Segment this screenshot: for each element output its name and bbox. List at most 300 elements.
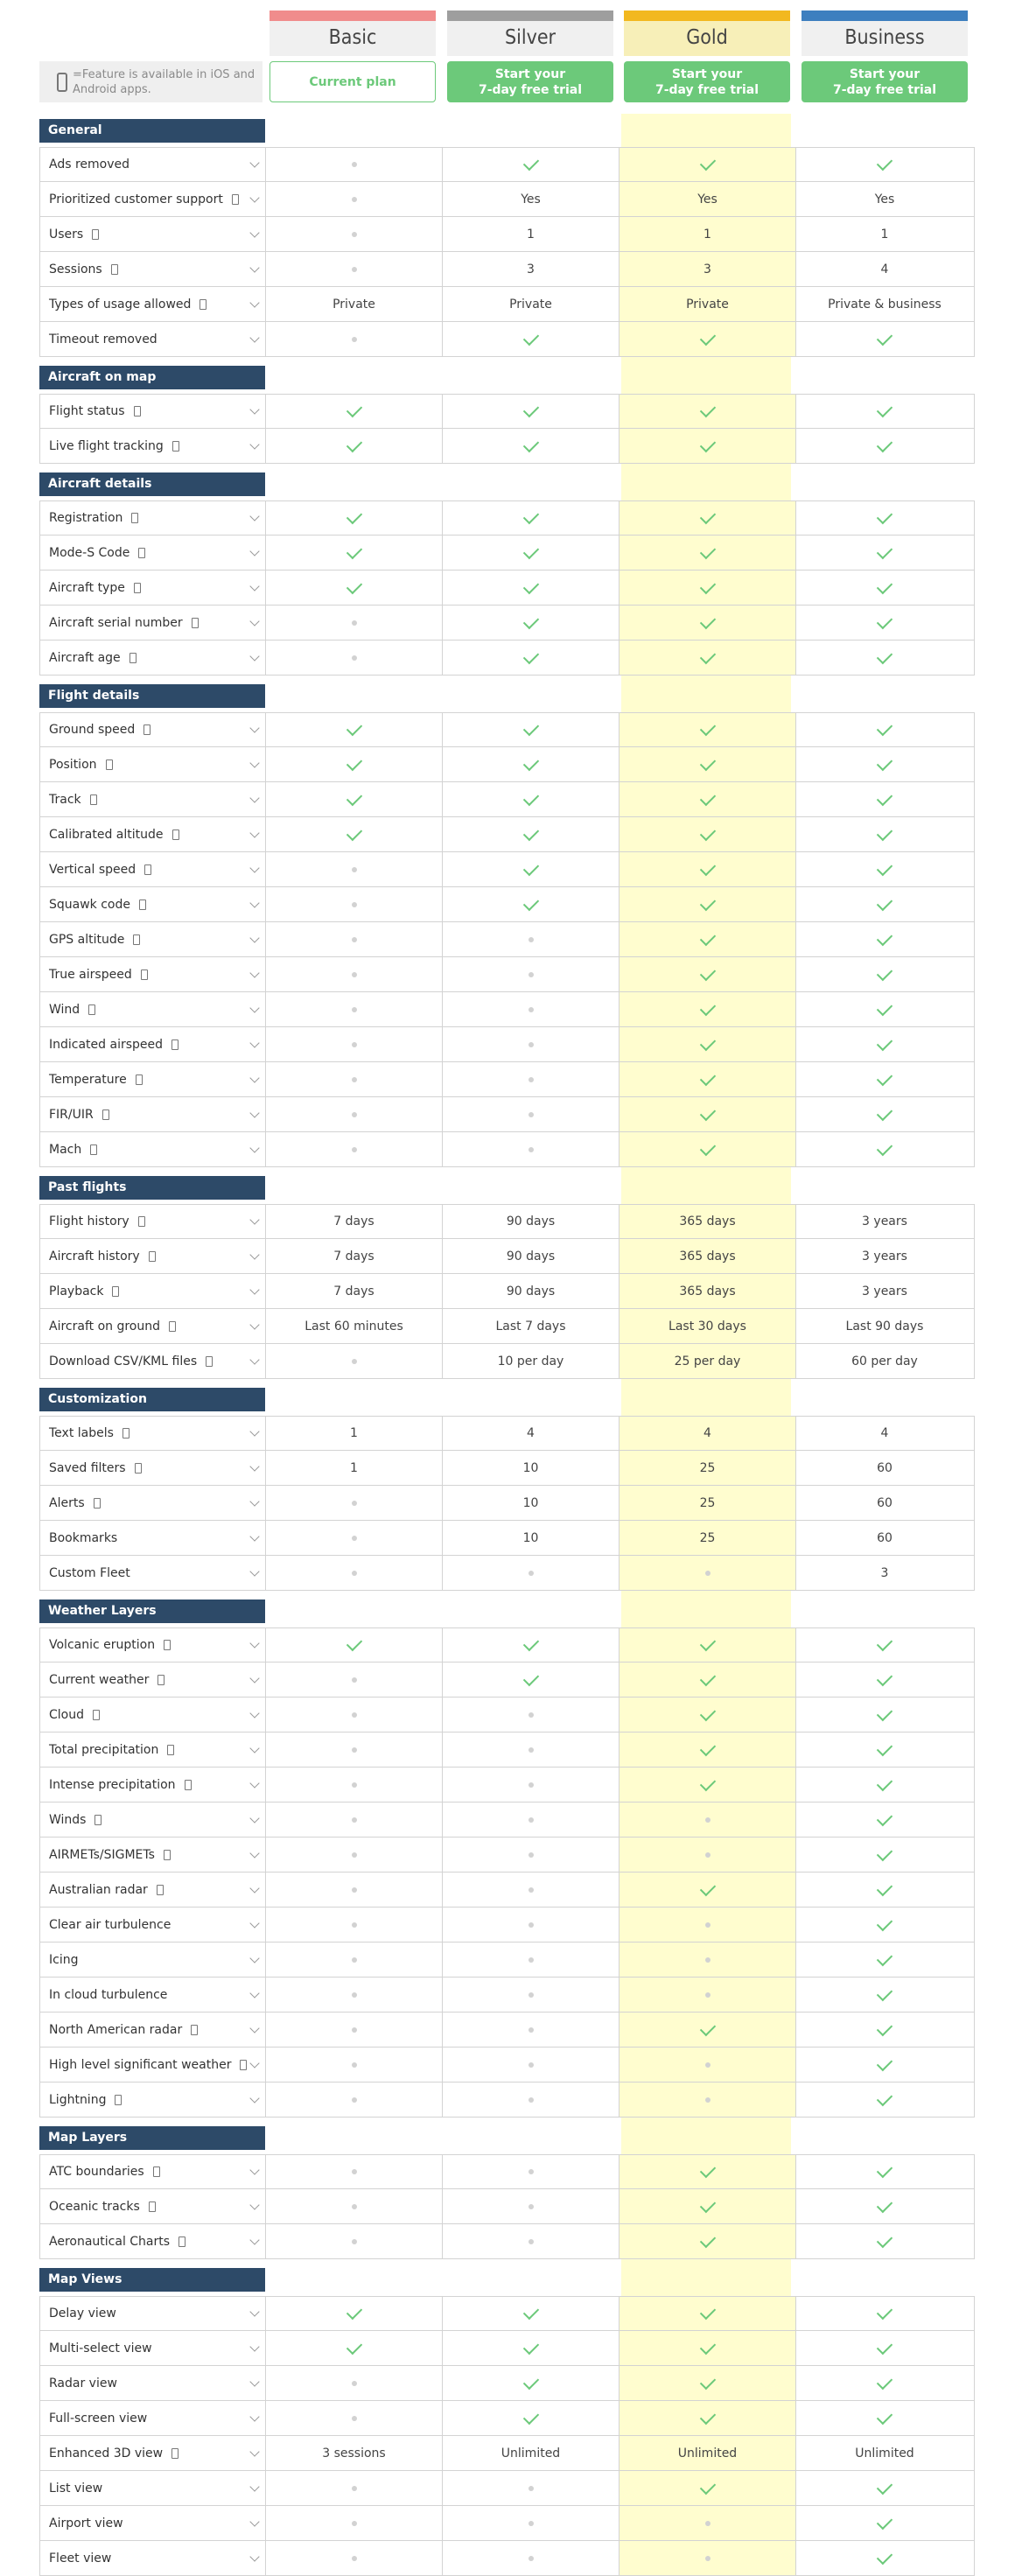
plan-value-basic: [266, 2331, 443, 2365]
mobile-icon: [94, 1815, 102, 1825]
check-icon: [522, 648, 538, 663]
feature-name-toggle[interactable]: [40, 570, 266, 605]
chevron-down-icon[interactable]: [249, 616, 259, 626]
chevron-down-icon[interactable]: [249, 192, 259, 202]
chevron-down-icon[interactable]: [249, 793, 259, 802]
check-icon: [877, 155, 892, 171]
mobile-icon: [178, 2236, 186, 2247]
feature-name-toggle[interactable]: [40, 1205, 266, 1238]
feature-name-toggle[interactable]: [40, 1942, 266, 1977]
chevron-down-icon[interactable]: [249, 262, 259, 272]
plan-value-business: [796, 747, 973, 781]
feature-name-toggle[interactable]: [40, 1486, 266, 1520]
chevron-down-icon[interactable]: [249, 1073, 259, 1082]
not-included-dot-icon: [528, 1712, 534, 1718]
feature-name-toggle[interactable]: [40, 1978, 266, 2012]
plan-value-gold: [620, 640, 796, 675]
feature-name-toggle[interactable]: [40, 536, 266, 570]
plan-value-gold: [620, 1132, 796, 1166]
feature-name-toggle[interactable]: [40, 922, 266, 956]
feature-row: [39, 887, 975, 922]
mobile-icon: [157, 1885, 164, 1895]
feature-name-toggle[interactable]: [40, 782, 266, 816]
check-icon: [877, 1950, 892, 1965]
check-icon: [699, 754, 715, 770]
plan-value-business: [796, 922, 973, 956]
chevron-down-icon[interactable]: [249, 968, 259, 977]
not-included-dot-icon: [528, 1922, 534, 1928]
feature-row: [39, 1309, 975, 1344]
check-icon: [877, 1740, 892, 1755]
chevron-down-icon[interactable]: [249, 1813, 259, 1823]
not-included-dot-icon: [352, 162, 357, 167]
feature-row: [39, 640, 975, 676]
check-icon: [699, 2162, 715, 2178]
chevron-down-icon[interactable]: [249, 2342, 259, 2351]
feature-row: [39, 1908, 975, 1942]
feature-name-toggle[interactable]: [40, 501, 266, 535]
feature-row: [39, 1062, 975, 1097]
chevron-down-icon[interactable]: [249, 404, 259, 414]
check-icon: [877, 754, 892, 770]
feature-name-toggle[interactable]: [40, 322, 266, 356]
feature-name-toggle[interactable]: [40, 1274, 266, 1308]
chevron-down-icon[interactable]: [249, 1214, 259, 1224]
plan-value-basic: [266, 852, 443, 886]
chevron-down-icon[interactable]: [249, 581, 259, 591]
chevron-down-icon[interactable]: [249, 228, 259, 237]
feature-name-toggle[interactable]: [40, 1417, 266, 1450]
feature-label: Wind: [49, 1002, 80, 1017]
plan-name: Gold: [686, 26, 728, 49]
feature-name-toggle[interactable]: [40, 1908, 266, 1942]
feature-name-toggle[interactable]: [40, 1451, 266, 1485]
feature-name-toggle[interactable]: [40, 852, 266, 886]
plan-value-text: 10: [522, 1495, 539, 1510]
chevron-down-icon[interactable]: [249, 1778, 259, 1788]
feature-name-toggle[interactable]: [40, 2297, 266, 2330]
plan-value-business: [796, 992, 973, 1026]
mobile-icon: [136, 1074, 143, 1085]
feature-label: High level significant weather: [49, 2057, 232, 2072]
plan-value-text: 25: [699, 1530, 716, 1545]
chevron-down-icon[interactable]: [249, 2306, 259, 2316]
chevron-down-icon[interactable]: [249, 933, 259, 942]
feature-label: Mach: [49, 1142, 82, 1157]
plan-value-business: [796, 2471, 973, 2505]
check-icon: [877, 1880, 892, 1895]
check-icon: [699, 859, 715, 875]
feature-name-toggle[interactable]: [40, 1872, 266, 1907]
plan-value-text: Last 90 days: [845, 1319, 924, 1334]
not-included-dot-icon: [528, 1042, 534, 1047]
plan-value-gold: [620, 1274, 796, 1308]
chevron-down-icon[interactable]: [249, 758, 259, 767]
check-icon: [699, 1635, 715, 1651]
plan-value-business: [796, 501, 973, 535]
plan-value-basic: [266, 2189, 443, 2223]
plan-value-text: 4: [880, 1426, 889, 1440]
chevron-down-icon[interactable]: [249, 1496, 259, 1506]
plan-value-silver: [443, 713, 620, 746]
plan-value-basic: [266, 1978, 443, 2012]
plan-value-silver: [443, 1662, 620, 1697]
chevron-down-icon[interactable]: [249, 2200, 259, 2209]
chevron-down-icon[interactable]: [249, 2552, 259, 2561]
chevron-down-icon[interactable]: [249, 1708, 259, 1718]
feature-name-toggle[interactable]: [40, 1556, 266, 1590]
plan-value-basic: [266, 1698, 443, 1732]
check-icon: [522, 894, 538, 910]
start-trial-button-business[interactable]: [802, 61, 968, 102]
feature-label: Registration: [49, 511, 123, 525]
start-trial-button-gold[interactable]: [624, 61, 790, 102]
plan-value-silver: [443, 322, 620, 356]
feature-name-toggle[interactable]: [40, 1239, 266, 1273]
feature-name-toggle[interactable]: [40, 2155, 266, 2188]
plan-value-basic: [266, 501, 443, 535]
chevron-down-icon[interactable]: [249, 1354, 259, 1364]
plan-value-basic: [266, 1732, 443, 1767]
feature-name-toggle[interactable]: [40, 2048, 266, 2082]
feature-row: [39, 1662, 975, 1698]
chevron-down-icon[interactable]: [249, 1284, 259, 1294]
feature-name-toggle[interactable]: [40, 1698, 266, 1732]
chevron-down-icon[interactable]: [249, 439, 259, 449]
feature-name-toggle[interactable]: [40, 217, 266, 251]
plan-value-business: [796, 1205, 973, 1238]
chevron-down-icon[interactable]: [249, 158, 259, 167]
feature-name-toggle[interactable]: [40, 2224, 266, 2258]
not-included-dot-icon: [352, 1571, 357, 1576]
feature-name-toggle[interactable]: [40, 817, 266, 851]
feature-row: [39, 1274, 975, 1309]
feature-name-toggle[interactable]: [40, 2471, 266, 2505]
plan-value-business: [796, 2048, 973, 2082]
feature-name-toggle[interactable]: [40, 1027, 266, 1061]
chevron-down-icon[interactable]: [249, 1883, 259, 1893]
plan-value-basic: [266, 992, 443, 1026]
feature-name-toggle[interactable]: [40, 887, 266, 921]
not-included-dot-icon: [705, 1922, 710, 1928]
check-icon: [699, 1069, 715, 1085]
feature-name-toggle[interactable]: [40, 1768, 266, 1802]
plan-name: Basic: [328, 26, 377, 49]
feature-name-toggle[interactable]: [40, 1344, 266, 1378]
feature-label: Oceanic tracks: [49, 2199, 140, 2214]
chevron-down-icon[interactable]: [249, 1143, 259, 1152]
check-icon: [699, 1704, 715, 1720]
feature-label: Track: [49, 792, 81, 807]
feature-name-toggle[interactable]: [40, 2506, 266, 2540]
feature-name-toggle[interactable]: [40, 747, 266, 781]
plan-value-business: [796, 1768, 973, 1802]
plan-value-gold: [620, 606, 796, 640]
plan-value-basic: [266, 1417, 443, 1450]
feature-name-toggle[interactable]: [40, 2331, 266, 2365]
feature-name-toggle[interactable]: [40, 1132, 266, 1166]
plan-value-text: 25: [699, 1495, 716, 1510]
chevron-down-icon[interactable]: [249, 1638, 259, 1648]
current-plan-button[interactable]: [270, 61, 436, 102]
feature-name-toggle[interactable]: [40, 287, 266, 321]
plan-value-business: [796, 1732, 973, 1767]
feature-name-toggle[interactable]: [40, 1309, 266, 1343]
plan-value-silver: [443, 2155, 620, 2188]
plan-value-gold: [620, 2012, 796, 2047]
feature-name-toggle[interactable]: [40, 992, 266, 1026]
plan-value-silver: [443, 922, 620, 956]
chevron-down-icon[interactable]: [249, 2093, 259, 2103]
feature-label: Types of usage allowed: [49, 297, 192, 312]
feature-label: Users: [49, 227, 84, 242]
plan-name: Silver: [504, 26, 556, 49]
feature-row: [39, 217, 975, 252]
feature-label: Ground speed: [49, 723, 136, 737]
feature-name-toggle[interactable]: [40, 2541, 266, 2575]
check-icon: [877, 859, 892, 875]
plan-value-business: [796, 1417, 973, 1450]
check-icon: [877, 2408, 892, 2424]
chevron-down-icon[interactable]: [249, 511, 259, 521]
chevron-down-icon[interactable]: [249, 298, 259, 307]
plan-value-text: Unlimited: [500, 2446, 561, 2460]
plan-value-silver: [443, 2331, 620, 2365]
check-icon: [877, 578, 892, 593]
plan-value-text: 1: [880, 227, 889, 242]
chevron-down-icon[interactable]: [249, 828, 259, 837]
chevron-down-icon[interactable]: [249, 2023, 259, 2033]
feature-name-toggle[interactable]: [40, 148, 266, 181]
plan-value-text: 7 days: [333, 1249, 374, 1264]
plan-value-gold: [620, 182, 796, 216]
check-icon: [699, 612, 715, 628]
check-icon: [346, 720, 361, 736]
chevron-down-icon[interactable]: [249, 2516, 259, 2526]
not-included-dot-icon: [705, 2556, 710, 2561]
chevron-down-icon[interactable]: [249, 1743, 259, 1753]
check-icon: [699, 2304, 715, 2320]
plan-value-gold: [620, 570, 796, 605]
plan-value-silver: [443, 1768, 620, 1802]
chevron-down-icon[interactable]: [249, 546, 259, 556]
feature-name-toggle[interactable]: [40, 2189, 266, 2223]
check-icon: [346, 508, 361, 524]
plan-value-gold: [620, 2541, 796, 2575]
chevron-down-icon[interactable]: [249, 2446, 259, 2456]
plan-value-gold: [620, 992, 796, 1026]
plan-value-basic: [266, 1838, 443, 1872]
check-icon: [699, 155, 715, 171]
chevron-down-icon[interactable]: [249, 2376, 259, 2386]
feature-name-toggle[interactable]: [40, 2082, 266, 2117]
chevron-down-icon[interactable]: [249, 1531, 259, 1541]
check-icon: [346, 578, 361, 593]
chevron-down-icon[interactable]: [249, 2235, 259, 2244]
not-included-dot-icon: [705, 2521, 710, 2526]
section-header: Map Views: [39, 2268, 265, 2292]
feature-name-toggle[interactable]: [40, 1732, 266, 1767]
chevron-down-icon[interactable]: [249, 1918, 259, 1928]
plan-value-text: Unlimited: [677, 2446, 738, 2460]
chevron-down-icon[interactable]: [249, 1426, 259, 1436]
feature-name-toggle[interactable]: [40, 182, 266, 216]
not-included-dot-icon: [528, 1747, 534, 1753]
plan-value-text: 90 days: [506, 1284, 556, 1298]
mobile-icon: [115, 2095, 122, 2105]
chevron-down-icon[interactable]: [249, 1250, 259, 1259]
plan-value-basic: [266, 1132, 443, 1166]
feature-name-toggle[interactable]: [40, 2366, 266, 2400]
feature-name-toggle[interactable]: [40, 1521, 266, 1555]
plan-value-silver: [443, 1942, 620, 1977]
plan-value-business: [796, 1062, 973, 1096]
feature-name-toggle[interactable]: [40, 1802, 266, 1837]
plan-value-text: 3 sessions: [322, 2446, 386, 2460]
feature-name-toggle[interactable]: [40, 1097, 266, 1131]
mobile-icon: [102, 1110, 109, 1120]
chevron-down-icon[interactable]: [249, 1320, 259, 1329]
chevron-down-icon[interactable]: [249, 2482, 259, 2491]
plan-value-gold: [620, 1872, 796, 1907]
feature-name-toggle[interactable]: [40, 2436, 266, 2470]
feature-name-toggle[interactable]: [40, 1662, 266, 1697]
plan-value-gold: [620, 957, 796, 991]
plan-value-gold: [620, 1344, 796, 1378]
plan-value-basic: [266, 2155, 443, 2188]
section-gap: [39, 1379, 975, 1388]
feature-name-toggle[interactable]: [40, 606, 266, 640]
plan-value-text: 4: [704, 1426, 711, 1440]
feature-row: [39, 2296, 975, 2331]
plan-value-text: 1: [704, 227, 711, 242]
plan-value-business: [796, 1027, 973, 1061]
plan-value-gold: [620, 287, 796, 321]
chevron-down-icon[interactable]: [249, 332, 259, 342]
feature-name-toggle[interactable]: [40, 1628, 266, 1662]
feature-name-toggle[interactable]: [40, 1838, 266, 1872]
feature-label: Australian radar: [49, 1882, 148, 1897]
plan-value-basic: [266, 1309, 443, 1343]
check-icon: [699, 1670, 715, 1685]
chevron-down-icon[interactable]: [249, 1461, 259, 1471]
chevron-down-icon[interactable]: [249, 1038, 259, 1047]
chevron-down-icon[interactable]: [249, 1566, 259, 1576]
plan-value-silver: [443, 395, 620, 428]
plan-value-silver: [443, 2401, 620, 2435]
plan-value-silver: [443, 570, 620, 605]
not-included-dot-icon: [528, 2521, 534, 2526]
plan-value-business: [796, 287, 973, 321]
feature-label: List view: [49, 2481, 103, 2496]
plan-header-business: [802, 10, 968, 56]
chevron-down-icon[interactable]: [249, 1988, 259, 1998]
feature-name-toggle[interactable]: [40, 640, 266, 675]
plan-value-gold: [620, 2224, 796, 2258]
plan-value-text: 1: [350, 1426, 358, 1440]
feature-row: [39, 782, 975, 817]
feature-label: Position: [49, 757, 97, 772]
check-icon: [699, 1104, 715, 1120]
not-included-dot-icon: [352, 1536, 357, 1541]
plan-value-silver: [443, 252, 620, 286]
chevron-down-icon[interactable]: [249, 1953, 259, 1963]
chevron-down-icon[interactable]: [249, 1003, 259, 1012]
plan-value-text: 7 days: [333, 1214, 374, 1228]
chevron-down-icon[interactable]: [249, 2165, 259, 2174]
plan-value-business: [796, 1521, 973, 1555]
plan-value-silver: [443, 2012, 620, 2047]
chevron-down-icon[interactable]: [249, 1673, 259, 1683]
feature-row: [39, 322, 975, 357]
chevron-down-icon[interactable]: [249, 2058, 259, 2068]
feature-name-toggle[interactable]: [40, 2401, 266, 2435]
not-included-dot-icon: [705, 1852, 710, 1858]
chevron-down-icon[interactable]: [249, 651, 259, 661]
feature-name-toggle[interactable]: [40, 252, 266, 286]
not-included-dot-icon: [352, 1957, 357, 1963]
plan-value-business: [796, 322, 973, 356]
plan-value-business: [796, 2436, 973, 2470]
feature-row: [39, 1698, 975, 1732]
plan-value-business: [796, 640, 973, 675]
feature-name-toggle[interactable]: [40, 2012, 266, 2047]
not-included-dot-icon: [705, 1992, 710, 1998]
plan-value-basic: [266, 252, 443, 286]
feature-label: Winds: [49, 1812, 87, 1827]
feature-row: [39, 252, 975, 287]
plan-value-silver: [443, 1344, 620, 1378]
feature-row: [39, 500, 975, 536]
feature-label: Cloud: [49, 1707, 84, 1722]
chevron-down-icon[interactable]: [249, 1848, 259, 1858]
start-trial-button-silver[interactable]: [447, 61, 613, 102]
not-included-dot-icon: [352, 1782, 357, 1788]
plan-value-text: 90 days: [506, 1249, 556, 1264]
check-icon: [877, 1704, 892, 1720]
check-icon: [522, 2338, 538, 2354]
not-included-dot-icon: [352, 2027, 357, 2033]
check-icon: [699, 2373, 715, 2389]
feature-name-toggle[interactable]: [40, 429, 266, 463]
feature-name-toggle[interactable]: [40, 395, 266, 428]
phone-icon: [57, 73, 67, 92]
feature-row: [39, 2331, 975, 2366]
plan-value-business: [796, 1978, 973, 2012]
feature-name-toggle[interactable]: [40, 957, 266, 991]
plan-value-basic: [266, 606, 443, 640]
chevron-down-icon[interactable]: [249, 1108, 259, 1117]
mobile-icon: [185, 1780, 192, 1790]
feature-name-toggle[interactable]: [40, 1062, 266, 1096]
plan-value-text: Yes: [697, 192, 718, 206]
chevron-down-icon[interactable]: [249, 898, 259, 907]
feature-name-toggle[interactable]: [40, 713, 266, 746]
check-icon: [346, 754, 361, 770]
feature-label: Icing: [49, 1952, 79, 1967]
feature-row: [39, 182, 975, 217]
chevron-down-icon[interactable]: [249, 723, 259, 732]
plan-value-gold: [620, 536, 796, 570]
check-icon: [699, 436, 715, 452]
mobile-icon: [164, 1850, 171, 1860]
chevron-down-icon[interactable]: [249, 2412, 259, 2421]
chevron-down-icon[interactable]: [249, 863, 259, 872]
plan-value-gold: [620, 2506, 796, 2540]
section-gap: [39, 2259, 975, 2268]
plan-value-text: Private: [332, 297, 375, 312]
check-icon: [346, 789, 361, 805]
